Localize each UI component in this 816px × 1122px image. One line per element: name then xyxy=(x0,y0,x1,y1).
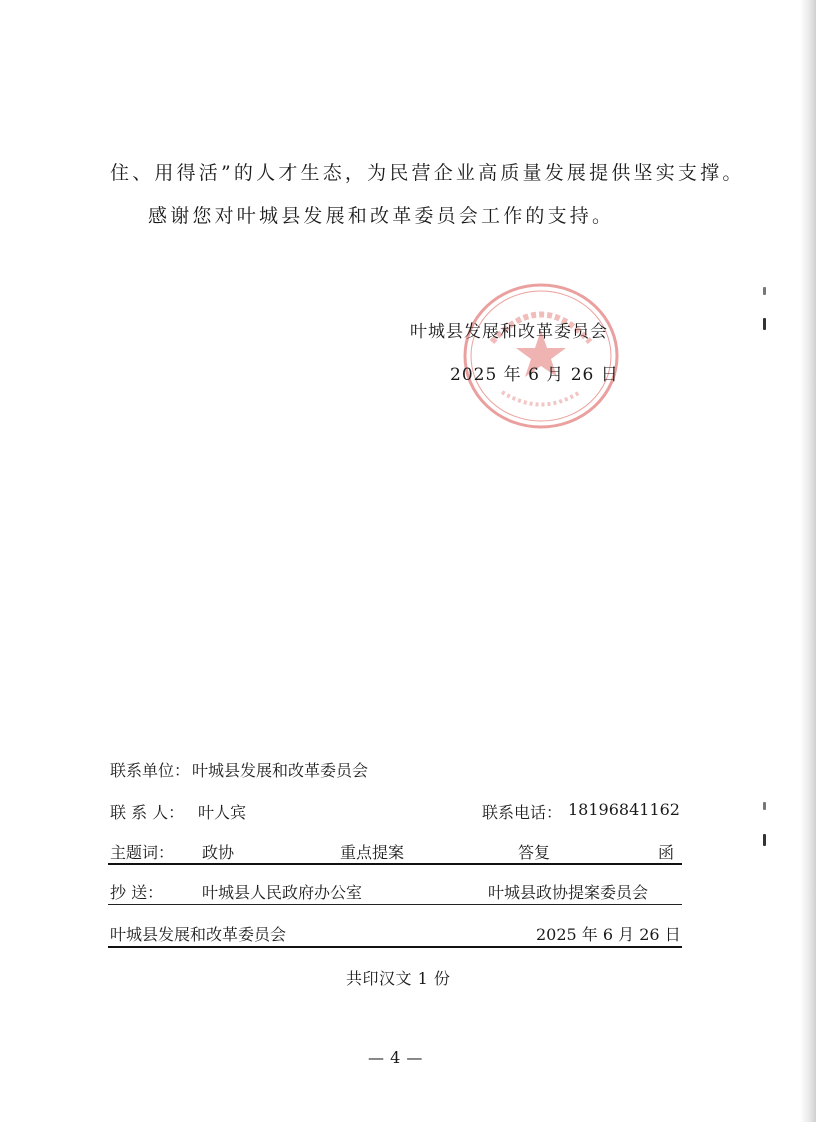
subject-term: 函 xyxy=(658,843,675,862)
page-edge-shadow xyxy=(800,0,816,1122)
cc-label: 抄 送： xyxy=(110,883,164,902)
page-number: — 4 — xyxy=(368,1048,423,1067)
divider-line xyxy=(108,945,682,948)
contact-phone-label: 联系电话： xyxy=(482,803,563,822)
divider-line xyxy=(108,862,682,865)
signature-org: 叶城县发展和改革委员会 xyxy=(410,322,608,342)
binding-mark xyxy=(763,834,766,846)
issuer-date: 2025 年 6 月 26 日 xyxy=(536,925,681,944)
official-seal-icon xyxy=(462,282,620,430)
contact-person-label: 联 系 人： xyxy=(110,803,185,822)
subject-term: 重点提案 xyxy=(340,843,405,862)
contact-person-value: 叶人宾 xyxy=(198,803,247,822)
subject-term: 政协 xyxy=(202,843,235,862)
cc-recipient: 叶城县人民政府办公室 xyxy=(202,883,363,902)
body-text-line: 住、用得活”的人才生态，为民营企业高质量发展提供坚实支撑。 xyxy=(110,162,745,184)
divider-line xyxy=(108,903,682,905)
contact-unit-label: 联系单位： xyxy=(110,761,191,780)
signature-date: 2025 年 6 月 26 日 xyxy=(450,365,619,385)
binding-mark xyxy=(763,802,766,810)
copies-note: 共印汉文 1 份 xyxy=(346,969,451,988)
binding-mark xyxy=(763,287,766,295)
contact-unit-value: 叶城县发展和改革委员会 xyxy=(192,761,369,780)
contact-phone-value: 18196841162 xyxy=(568,800,680,819)
issuer-org: 叶城县发展和改革委员会 xyxy=(110,925,287,944)
body-text-line: 感谢您对叶城县发展和改革委员会工作的支持。 xyxy=(148,205,615,227)
subject-label: 主题词： xyxy=(110,843,175,862)
cc-recipient: 叶城县政协提案委员会 xyxy=(488,883,649,902)
binding-mark xyxy=(763,318,766,330)
subject-term: 答复 xyxy=(518,843,551,862)
